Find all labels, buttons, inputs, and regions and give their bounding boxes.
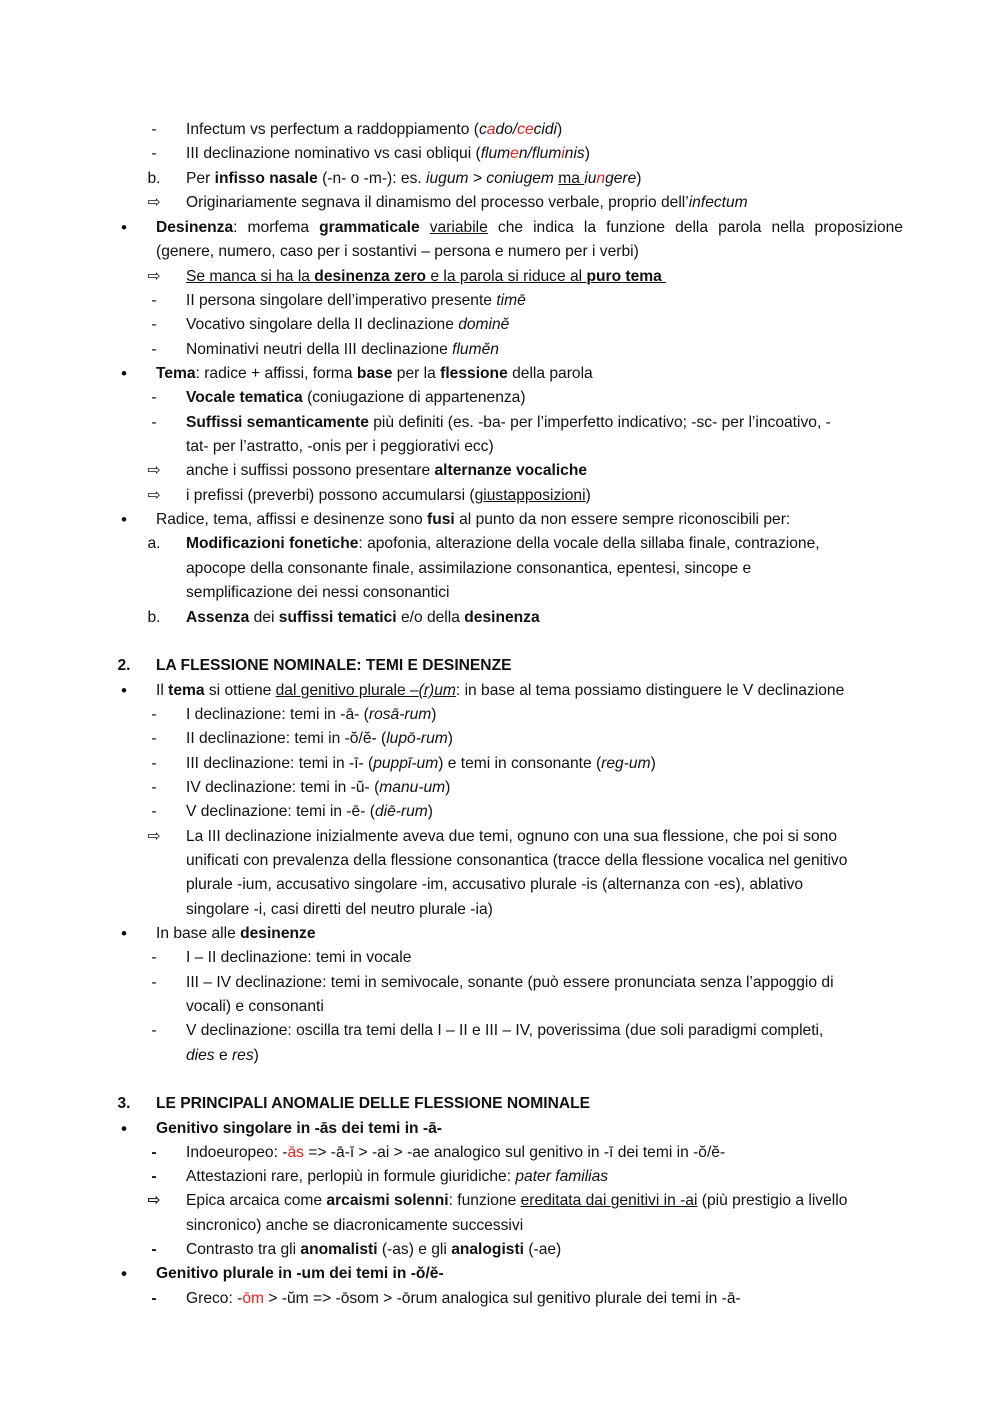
list-marker: - (151, 389, 157, 406)
text-run: puro tema (586, 268, 667, 285)
text-line (186, 118, 562, 142)
text-line (186, 873, 803, 897)
text-run: manu-um (379, 779, 446, 796)
text-line (186, 752, 656, 776)
text-line (186, 459, 587, 483)
text-run: c (478, 121, 487, 138)
text-run: si ottiene (204, 682, 276, 699)
bullet-marker: • (121, 1119, 127, 1138)
text-run: III declinazione nominativo vs casi obliqui ( (186, 145, 481, 162)
text-run: Genitivo singolare in -ās dei temi in -ā- (156, 1120, 442, 1137)
text-run: Attestazioni rare, perlopiù in formule giuridiche: (186, 1168, 516, 1185)
arrow-icon: ⇨ (147, 1192, 161, 1209)
text-run: do/ (495, 121, 518, 138)
text-run: e (214, 1047, 232, 1064)
text-run: sincronico) anche se diacronicamente successivi (186, 1217, 524, 1234)
text-run: => -ā-ī > -ai > -ae analogico sul genitivo in -ī dei temi in -ŏ/ĕ- (303, 1144, 726, 1161)
text-run: : in base al tema possiamo distinguere le V declinazione (455, 682, 845, 699)
text-run: della parola (507, 365, 593, 382)
text-run: ereditata dai genitivi in -ai (520, 1192, 698, 1209)
text-run: Desinenza (156, 219, 234, 236)
text-run: Vocativo singolare della II declinazione (186, 316, 459, 333)
text-run: dei (249, 609, 279, 626)
text-run: II persona singolare dell’imperativo presente (186, 292, 497, 309)
text-run: ōm (242, 1290, 264, 1307)
bullet-marker: • (121, 364, 127, 383)
text-line (186, 1238, 561, 1262)
list-marker: - (151, 1168, 157, 1185)
text-run: giustapposizioni (474, 487, 586, 504)
text-run: Suffissi semanticamente (186, 414, 369, 431)
text-line (156, 1117, 442, 1141)
text-run: i (561, 145, 565, 162)
text-run: che indica la funzione della parola nella proposizione (487, 219, 903, 236)
list-marker: - (151, 1241, 157, 1258)
text-run: (genere, numero, caso per i sostantivi – persona e numero per i verbi) (156, 243, 639, 260)
list-marker: - (151, 803, 157, 820)
text-run: timē (496, 292, 526, 309)
text-run: e (510, 145, 519, 162)
text-run: (più prestigio a livello (697, 1192, 848, 1209)
list-marker: - (151, 1144, 157, 1161)
arrow-icon: ⇨ (147, 828, 161, 845)
text-line (186, 484, 591, 508)
text-run: ) (431, 706, 437, 723)
text-line (186, 606, 540, 630)
text-line (186, 971, 834, 995)
text-line (156, 362, 593, 386)
text-line (156, 508, 790, 532)
text-run: Originariamente segnava il dinamismo del processo verbale, proprio dell’ (186, 194, 689, 211)
text-run: II declinazione: temi in -ŏ/ĕ- ( (186, 730, 387, 747)
text-run: al punto da non essere sempre riconoscibili per: (454, 511, 791, 528)
text-run: ) (584, 145, 590, 162)
list-marker: - (151, 949, 157, 966)
text-run: (r)um (418, 682, 456, 699)
arrow-icon: ⇨ (147, 487, 161, 504)
text-run: pater familias (515, 1168, 609, 1185)
text-line (186, 1019, 823, 1043)
text-line (156, 922, 316, 946)
text-run: ) (253, 1047, 259, 1064)
text-line (186, 1287, 741, 1311)
text-run: semplificazione dei nessi consonantici (186, 584, 450, 601)
text-line (186, 1214, 523, 1238)
bullet-marker: • (121, 510, 127, 529)
text-line (186, 995, 324, 1019)
list-marker: - (151, 1022, 157, 1039)
text-line (156, 679, 844, 703)
list-marker: - (151, 316, 157, 333)
text-run: tema (168, 682, 205, 699)
text-run: n (596, 170, 606, 187)
text-run: LE PRINCIPALI ANOMALIE DELLE FLESSIONE NOMINALE (156, 1095, 591, 1112)
text-run: puppī-um (373, 755, 439, 772)
text-run: lupō-rum (386, 730, 448, 747)
text-line (186, 557, 751, 581)
bullet-marker: • (121, 218, 127, 237)
list-marker: b. (147, 609, 161, 626)
text-run: per la (392, 365, 441, 382)
text-run: desinenze (240, 925, 316, 942)
bullet-marker: • (121, 924, 127, 943)
text-run: n/flum (518, 145, 562, 162)
text-run: Nominativi neutri della III declinazione (186, 341, 453, 358)
text-run: Infectum vs perfectum a raddoppiamento ( (186, 121, 479, 138)
text-run: dies (186, 1047, 215, 1064)
text-run: III – IV declinazione: temi in semivocale, sonante (può essere pronunciata senza l’appoggio di (186, 974, 834, 991)
text-run: analogisti (451, 1241, 524, 1258)
list-marker: - (151, 755, 157, 772)
text-run: (coniugazione di appartenenza) (302, 389, 526, 406)
list-marker: - (151, 145, 157, 162)
text-run: (-ae) (523, 1241, 562, 1258)
text-run: Radice, tema, affissi e desinenze sono (156, 511, 428, 528)
list-marker: 2. (117, 657, 131, 674)
text-run: III declinazione: temi in -ī- ( (186, 755, 374, 772)
text-line (186, 1165, 608, 1189)
text-run: : radice + affissi, forma (195, 365, 357, 382)
text-run: diē-rum (374, 803, 428, 820)
text-run: ) (650, 755, 656, 772)
text-line (186, 800, 433, 824)
text-run: suffissi tematici (278, 609, 397, 626)
text-run (420, 219, 430, 236)
text-run: Genitivo plurale in -um dei temi in -ŏ/ĕ- (156, 1265, 444, 1282)
text-run: singolare -i, casi diretti del neutro plurale -ia) (186, 901, 493, 918)
text-run: I – II declinazione: temi in vocale (186, 949, 412, 966)
list-marker: - (151, 779, 157, 796)
text-run: Se manca si ha la (186, 268, 315, 285)
text-run: ) (585, 487, 591, 504)
list-marker: - (151, 341, 157, 358)
text-line (186, 1189, 847, 1213)
text-run: gere (605, 170, 637, 187)
text-run: tat- per l’astratto, -onis per i peggiorativi ecc) (186, 438, 494, 455)
text-run: I declinazione: temi in -ā- ( (186, 706, 369, 723)
text-run: Assenza (186, 609, 250, 626)
text-run: > -ŭm => -ōsom > -ōrum analogica sul genitivo plurale dei temi in -ā- (264, 1290, 741, 1307)
text-line (186, 776, 450, 800)
text-run: variabile (429, 219, 488, 236)
text-run: Indoeuropeo: - (186, 1144, 288, 1161)
text-run: ) (636, 170, 642, 187)
text-run: più definiti (es. -ba- per l’imperfetto indicativo; -sc- per l’incoativo, - (368, 414, 831, 431)
text-line (186, 532, 820, 556)
text-run: apocope della consonante finale, assimilazione consonantica, epentesi, sincope e (186, 560, 752, 577)
text-run: ) (447, 730, 453, 747)
text-run: reg-um (601, 755, 651, 772)
text-line (156, 216, 903, 240)
text-line (186, 898, 493, 922)
text-run: ) (557, 121, 563, 138)
list-marker: 3. (117, 1095, 131, 1112)
text-run: V declinazione: temi in -ē- ( (186, 803, 375, 820)
text-run: grammaticale (319, 219, 420, 236)
text-run: flumĕn (452, 341, 499, 358)
text-line (156, 240, 639, 264)
text-run: arcaismi solenni (326, 1192, 449, 1209)
text-run: rosā-rum (368, 706, 432, 723)
list-marker: - (151, 706, 157, 723)
text-line (186, 946, 411, 970)
text-run: dal genitivo plurale – (275, 682, 419, 699)
text-run: (-as) e gli (377, 1241, 452, 1258)
arrow-icon: ⇨ (147, 194, 161, 211)
text-run: anomalisti (300, 1241, 378, 1258)
text-run: Contrasto tra gli (186, 1241, 301, 1258)
text-run: LA FLESSIONE NOMINALE: TEMI E DESINENZE (156, 657, 512, 674)
text-run: ās (287, 1144, 304, 1161)
text-run: a (486, 121, 496, 138)
text-run: infisso nasale (214, 170, 318, 187)
list-marker: - (151, 292, 157, 309)
text-line (186, 386, 526, 410)
text-run: base (356, 365, 393, 382)
text-line (186, 849, 847, 873)
text-run: iugum > coniugem (426, 170, 554, 187)
text-run: : funzione (448, 1192, 521, 1209)
list-marker: - (151, 974, 157, 991)
text-run: (-n- o -m-): es. (317, 170, 427, 187)
bullet-marker: • (121, 681, 127, 700)
text-run: infectum (688, 194, 748, 211)
text-run: Epica arcaica come (186, 1192, 327, 1209)
text-run: plurale -ium, accusativo singolare -im, accusativo plurale -is (alternanza con -es), ablativo (186, 876, 804, 893)
text-line (186, 581, 450, 605)
text-run: e/o della (396, 609, 465, 626)
text-run: i prefissi (preverbi) possono accumularsi ( (186, 487, 475, 504)
text-run: Vocale tematica (186, 389, 303, 406)
text-run: Il (156, 682, 169, 699)
text-line (186, 1141, 725, 1165)
text-run: ) (445, 779, 451, 796)
text-line (156, 1262, 444, 1286)
text-run: flessione (440, 365, 508, 382)
text-run: Tema (156, 365, 196, 382)
text-line (186, 727, 453, 751)
text-line (186, 265, 666, 289)
section-heading (156, 1092, 590, 1116)
text-run: : apofonia, alterazione della vocale della sillaba finale, contrazione, (358, 535, 820, 552)
text-run: vocali) e consonanti (186, 998, 324, 1015)
list-marker: a. (147, 535, 161, 552)
text-run: La III declinazione inizialmente aveva due temi, ognuno con una sua flessione, che poi si sono (186, 828, 838, 845)
text-run: unificati con prevalenza della flessione consonantica (tracce della flessione vocalica nel genitivo (186, 852, 848, 869)
section-heading (156, 654, 512, 678)
text-line (186, 142, 590, 166)
text-line (186, 167, 642, 191)
text-run: ma (558, 170, 585, 187)
text-run: alternanze vocaliche (434, 462, 588, 479)
list-marker: - (151, 730, 157, 747)
arrow-icon: ⇨ (147, 268, 161, 285)
bullet-marker: • (121, 1264, 127, 1283)
text-run: anche i suffissi possono presentare (186, 462, 435, 479)
text-run: desinenza zero (314, 268, 427, 285)
text-line (186, 1044, 259, 1068)
text-run: Per (186, 170, 215, 187)
text-run: ce (517, 121, 534, 138)
list-marker: - (151, 1290, 157, 1307)
list-marker: - (151, 121, 157, 138)
list-marker: - (151, 414, 157, 431)
text-line (186, 191, 748, 215)
text-run: : morfema (233, 219, 320, 236)
text-run: flum (480, 145, 511, 162)
text-run: IV declinazione: temi in -ŭ- ( (186, 779, 380, 796)
text-run: cidi (533, 121, 558, 138)
text-run: iu (584, 170, 597, 187)
text-line (186, 825, 837, 849)
text-line (186, 703, 436, 727)
text-run: Modificazioni fonetiche (186, 535, 359, 552)
text-line (186, 435, 494, 459)
text-run: ) e temi in consonante ( (438, 755, 602, 772)
text-run: nis (564, 145, 585, 162)
text-run: desinenza (464, 609, 540, 626)
text-run: ) (427, 803, 433, 820)
text-line (186, 338, 499, 362)
text-line (186, 289, 526, 313)
text-run: Greco: - (186, 1290, 243, 1307)
text-line (186, 411, 831, 435)
text-run: dominĕ (458, 316, 510, 333)
text-line (186, 313, 509, 337)
text-run: res (231, 1047, 254, 1064)
text-run: fusi (427, 511, 455, 528)
text-run: e la parola si riduce al (426, 268, 587, 285)
list-marker: b. (147, 170, 161, 187)
text-run: In base alle (156, 925, 241, 942)
text-run: V declinazione: oscilla tra temi della I – II e III – IV, poverissima (due soli paradigmi completi, (186, 1022, 824, 1039)
arrow-icon: ⇨ (147, 462, 161, 479)
